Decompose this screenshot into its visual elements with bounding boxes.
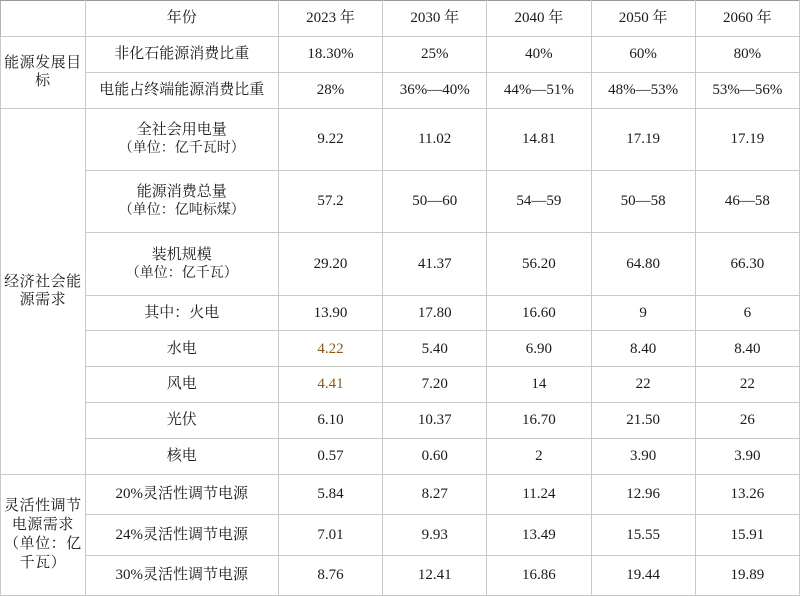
table-row (1, 515, 800, 555)
row-label-main: 电能占终端能源消费比重 (99, 81, 265, 98)
cell-value: 22 (591, 367, 695, 403)
row-label (85, 367, 278, 403)
cell-value: 6.10 (278, 403, 382, 439)
row-label-main: 核电 (166, 448, 197, 465)
cell-value: 46—58 (695, 170, 799, 232)
cell-value: 9.22 (278, 108, 382, 170)
table-row (1, 72, 800, 108)
cell-value: 50—58 (591, 170, 695, 232)
cell-value: 60% (591, 36, 695, 72)
cell-value: 8.40 (695, 331, 799, 367)
cell-value: 6.90 (487, 331, 591, 367)
cell-value: 16.60 (487, 295, 591, 331)
row-label (85, 403, 278, 439)
table-row (1, 555, 800, 595)
cell-value: 12.41 (383, 555, 487, 595)
cell-value: 66.30 (695, 233, 799, 295)
group-label-1: 能源发展目标 (1, 36, 86, 108)
cell-value: 17.19 (695, 108, 799, 170)
row-label-main: 水电 (166, 340, 197, 357)
table-row (1, 403, 800, 439)
cell-value: 40% (487, 36, 591, 72)
row-label-sub: （单位：亿千瓦） (125, 265, 238, 281)
cell-value: 64.80 (591, 233, 695, 295)
row-label (85, 170, 278, 232)
cell-value: 57.2 (278, 170, 382, 232)
header-year-3: 2040 年 (487, 1, 591, 37)
row-label-main: 光伏 (166, 412, 197, 429)
row-label-main: 非化石能源消费比重 (114, 45, 250, 62)
cell-value: 5.40 (383, 331, 487, 367)
row-label-main: 风电 (166, 376, 197, 393)
cell-value: 4.22 (278, 331, 382, 367)
cell-value: 4.41 (278, 367, 382, 403)
cell-value: 25% (383, 36, 487, 72)
cell-value: 11.24 (487, 474, 591, 514)
cell-value: 22 (695, 367, 799, 403)
row-label-sub: （单位：亿吨标煤） (118, 203, 245, 219)
row-label-sub: （单位：亿千瓦时） (118, 140, 245, 156)
cell-value: 8.27 (383, 474, 487, 514)
cell-value: 15.55 (591, 515, 695, 555)
cell-value: 16.70 (487, 403, 591, 439)
cell-value: 8.76 (278, 555, 382, 595)
cell-value: 2 (487, 439, 591, 475)
table-header-row (1, 1, 800, 37)
table-row (1, 170, 800, 232)
group-label-3: 灵活性调节电源需求（单位：亿千瓦） (1, 474, 86, 595)
cell-value: 8.40 (591, 331, 695, 367)
table-row (1, 233, 800, 295)
row-label (85, 295, 278, 331)
cell-value: 9.93 (383, 515, 487, 555)
row-label (85, 555, 278, 595)
table-row (1, 439, 800, 475)
header-year-1: 2023 年 (278, 1, 382, 37)
group-label-2: 经济社会能源需求 (1, 108, 86, 474)
cell-value: 15.91 (695, 515, 799, 555)
cell-value: 17.19 (591, 108, 695, 170)
header-year-4: 2050 年 (591, 1, 695, 37)
cell-value: 17.80 (383, 295, 487, 331)
cell-value: 80% (695, 36, 799, 72)
cell-value: 36%—40% (383, 72, 487, 108)
row-label (85, 72, 278, 108)
row-label (85, 233, 278, 295)
cell-value: 13.49 (487, 515, 591, 555)
cell-value: 10.37 (383, 403, 487, 439)
row-label-main: 30%灵活性调节电源 (115, 566, 249, 583)
cell-value: 14 (487, 367, 591, 403)
row-label (85, 439, 278, 475)
cell-value: 14.81 (487, 108, 591, 170)
cell-value: 50—60 (383, 170, 487, 232)
cell-value: 9 (591, 295, 695, 331)
table-row (1, 108, 800, 170)
cell-value: 6 (695, 295, 799, 331)
cell-value: 3.90 (591, 439, 695, 475)
table-row (1, 295, 800, 331)
table-row (1, 331, 800, 367)
row-label (85, 108, 278, 170)
header-year-2: 2030 年 (383, 1, 487, 37)
row-label-main: 装机规模 (151, 246, 212, 263)
cell-value: 13.90 (278, 295, 382, 331)
header-row-label: 年份 (85, 1, 278, 37)
header-corner-cell (1, 1, 86, 37)
table-row (1, 367, 800, 403)
cell-value: 28% (278, 72, 382, 108)
row-label-main: 其中：火电 (144, 304, 220, 321)
row-label (85, 474, 278, 514)
cell-value: 48%—53% (591, 72, 695, 108)
cell-value: 19.44 (591, 555, 695, 595)
cell-value: 0.60 (383, 439, 487, 475)
cell-value: 13.26 (695, 474, 799, 514)
cell-value: 7.20 (383, 367, 487, 403)
table-row (1, 474, 800, 514)
row-label (85, 515, 278, 555)
cell-value: 53%—56% (695, 72, 799, 108)
cell-value: 16.86 (487, 555, 591, 595)
cell-value: 21.50 (591, 403, 695, 439)
cell-value: 56.20 (487, 233, 591, 295)
row-label-main: 24%灵活性调节电源 (115, 526, 249, 543)
row-label (85, 331, 278, 367)
cell-value: 19.89 (695, 555, 799, 595)
cell-value: 29.20 (278, 233, 382, 295)
cell-value: 54—59 (487, 170, 591, 232)
row-label-main: 全社会用电量 (136, 122, 227, 139)
cell-value: 0.57 (278, 439, 382, 475)
cell-value: 12.96 (591, 474, 695, 514)
table-row (1, 36, 800, 72)
cell-value: 7.01 (278, 515, 382, 555)
row-label-main: 能源消费总量 (136, 184, 227, 201)
cell-value: 5.84 (278, 474, 382, 514)
cell-value: 44%—51% (487, 72, 591, 108)
cell-value: 3.90 (695, 439, 799, 475)
row-label-main: 20%灵活性调节电源 (115, 486, 249, 503)
cell-value: 26 (695, 403, 799, 439)
cell-value: 18.30% (278, 36, 382, 72)
row-label (85, 36, 278, 72)
header-year-5: 2060 年 (695, 1, 799, 37)
cell-value: 41.37 (383, 233, 487, 295)
cell-value: 11.02 (383, 108, 487, 170)
